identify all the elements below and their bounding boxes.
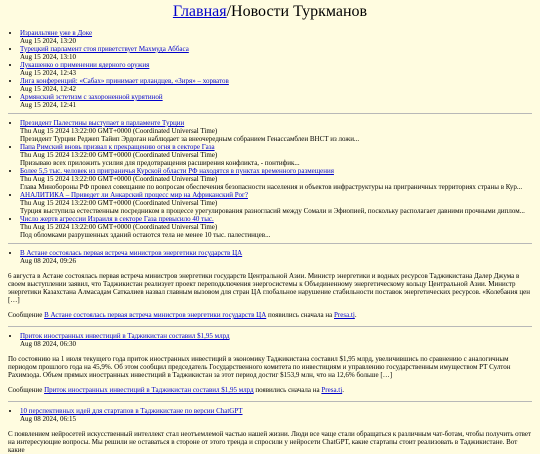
source-mid: появились сначала на (266, 311, 335, 319)
list-item (20, 119, 532, 143)
news-link[interactable]: Лукашенко о применении ядерного оружия (20, 61, 150, 69)
source-mid: появились сначала на (253, 386, 322, 394)
news-date: Aug 15 2024, 12:42 (20, 85, 76, 93)
list-item (20, 45, 532, 61)
news-summary: Призываю всех приложить усилия для предотвращения расширения конфликта, - понтифик... (20, 159, 300, 167)
list-item (20, 191, 532, 215)
news-link[interactable]: Президент Палестины выступает в парламенте Турции (20, 119, 185, 127)
news-summary: Под обломками разрушенных зданий остаются тела не менее 10 тыс. палестинцев... (20, 231, 271, 239)
article-title-link[interactable]: Приток иностранных инвестиций в Таджикистан составил $1,95 млрд (20, 332, 230, 340)
list-item (20, 93, 532, 109)
news-date: Thu Aug 15 2024 13:22:00 GMT+0000 (Coordinated Universal Time) (20, 199, 218, 207)
news-link[interactable]: Израильтяне уже в Доке (20, 29, 93, 37)
news-date: Thu Aug 15 2024 13:22:00 GMT+0000 (Coordinated Universal Time) (20, 223, 218, 231)
news-date: Aug 15 2024, 12:43 (20, 69, 76, 77)
source-end: . (342, 386, 344, 394)
news-date: Aug 15 2024, 13:20 (20, 37, 76, 45)
source-end: . (354, 311, 357, 319)
divider (8, 243, 532, 244)
news-date: Thu Aug 15 2024 13:22:00 GMT+0000 (Coordinated Universal Time) (20, 127, 218, 135)
list-item (20, 249, 532, 265)
article-title-link[interactable]: В Астане состоялась первая встреча министров энергетики государств ЦА (20, 249, 243, 257)
news-summary: Президент Турции Реджеп Тайип Эрдоган наблюдает за внеочередным собранием Генассамблеи ВНСТ из ложи... (20, 135, 360, 143)
page-title-text: /Новости Туркманов (226, 3, 368, 20)
news-link[interactable]: Число жертв агрессии Израиля в секторе Газа превысило 40 тыс. (20, 215, 214, 223)
news-date: Thu Aug 15 2024 13:22:00 GMT+0000 (Coordinated Universal Time) (20, 151, 218, 159)
news-link[interactable]: Лига конференций: «Сабах» принимает ирландцев, «Зиря» – хорватов (20, 77, 229, 85)
article-header (8, 407, 532, 423)
article-source (8, 386, 532, 394)
list-item (20, 167, 532, 191)
article-body: По состоянию на 1 июля текущего года приток иностранных инвестиций в экономику Таджикистана составил $1,95 млрд, увеличившись по сравнению с аналогичным периодом прошлого года на 45,9%. Об этом сообщил председатель Государственного комитета по инвестициям и управлению государственным имуществом РТ Султон Рахимзода. Объем прямых иностранных инвестиций в Таджикистан за этот период достиг $153,9 млн, что на 12,6% больше […] (8, 355, 511, 379)
news-summary: Глава Минобороны РФ провел совещание по вопросам обеспечения безопасности населения и объектов инфраструктуры на приграничных территориях страны в Кур... (20, 183, 523, 191)
list-item (20, 77, 532, 93)
source-prefix: Сообщение (8, 311, 45, 319)
divider (8, 113, 532, 114)
news-link[interactable]: Армянский эстетизм с захороненной курятиной (20, 93, 163, 101)
news-link[interactable]: Турецкий парламент стоя приветствует Махмуда Аббаса (20, 45, 189, 53)
article-header (8, 249, 532, 265)
list-item (20, 215, 532, 239)
divider (8, 326, 532, 327)
home-link[interactable]: Главная (172, 3, 227, 20)
page-title (8, 3, 532, 21)
list-item (20, 29, 532, 45)
source-site-link[interactable]: Presa.tj (321, 386, 343, 394)
source-prefix: Сообщение (8, 386, 45, 394)
source-article-link[interactable]: В Астане состоялась первая встреча министров энергетики государств ЦА (44, 311, 267, 319)
article-title-link[interactable]: 10 перспективных идей для стартапов в Таджикистане по версии ChatGPT (20, 407, 243, 415)
list-item (20, 407, 532, 423)
article-header (8, 332, 532, 348)
article-date: Aug 08 2024, 06:15 (20, 415, 76, 423)
latest-news-list (8, 29, 532, 109)
list-item (20, 143, 532, 167)
article-source (8, 311, 532, 319)
news-date: Aug 15 2024, 12:41 (20, 101, 76, 109)
source-site-link[interactable]: Presa.tj (334, 311, 355, 319)
news-date: Aug 15 2024, 13:10 (20, 53, 76, 61)
news-link[interactable]: Более 5,5 тыс. человек из приграничья Курской области РФ находятся в пунктах временного размещения (20, 167, 334, 175)
list-item (20, 61, 532, 77)
divider (8, 401, 532, 402)
source-article-link[interactable]: Приток иностранных инвестиций в Таджикистан составил $1,95 млрд (44, 386, 254, 394)
article-date: Aug 08 2024, 09:26 (20, 257, 76, 265)
list-item (20, 332, 532, 348)
news-date: Thu Aug 15 2024 13:22:00 GMT+0000 (Coordinated Universal Time) (20, 175, 218, 183)
article-body: С появлением нейросетей искусственный интеллект стал неотъемлемой частью нашей жизни. Люди все чаще стали обращаться к различным чат-ботам, чтобы получить ответ на интересующие вопросы. Мы решили не оставаться в стороне от этого тренда и спросили у нейросети ChatGPT, какие стартапы стоит реализовать в Таджикистане. Вот какие (8, 430, 532, 454)
news-link[interactable]: Папа Римский вновь призвал к прекращению огня в секторе Газа (20, 143, 215, 151)
summary-news-list (8, 119, 532, 239)
article-body: 6 августа в Астане состоялась первая встреча министров энергетики государств Центральной Азии. Министр энергетики и водных ресурсов Таджикистана Далер Джума в своем выступлении заявил, что Таджикистан реализует проект переподключения энергосистемы к Объединенному энергетическому кольцу Центральной Азии. Министр энергетики Казахстана Алмасадам Саткалиев назвал главным вызовом для стран ЦА глобальное нарушение стабильности поставок энергетических ресурсов. «Колебания цен […] (8, 272, 530, 304)
news-link[interactable]: АНАЛИТИКА – Приведет ли Анкарский процесс мир на Африканский Рог? (20, 191, 248, 199)
news-summary: Турция выступила естественным посредником в процессе урегулирования разногласий между Сомали и Эфиопией, поскольку располагает давними прочными диплом... (20, 207, 525, 215)
article-date: Aug 08 2024, 06:30 (20, 340, 76, 348)
